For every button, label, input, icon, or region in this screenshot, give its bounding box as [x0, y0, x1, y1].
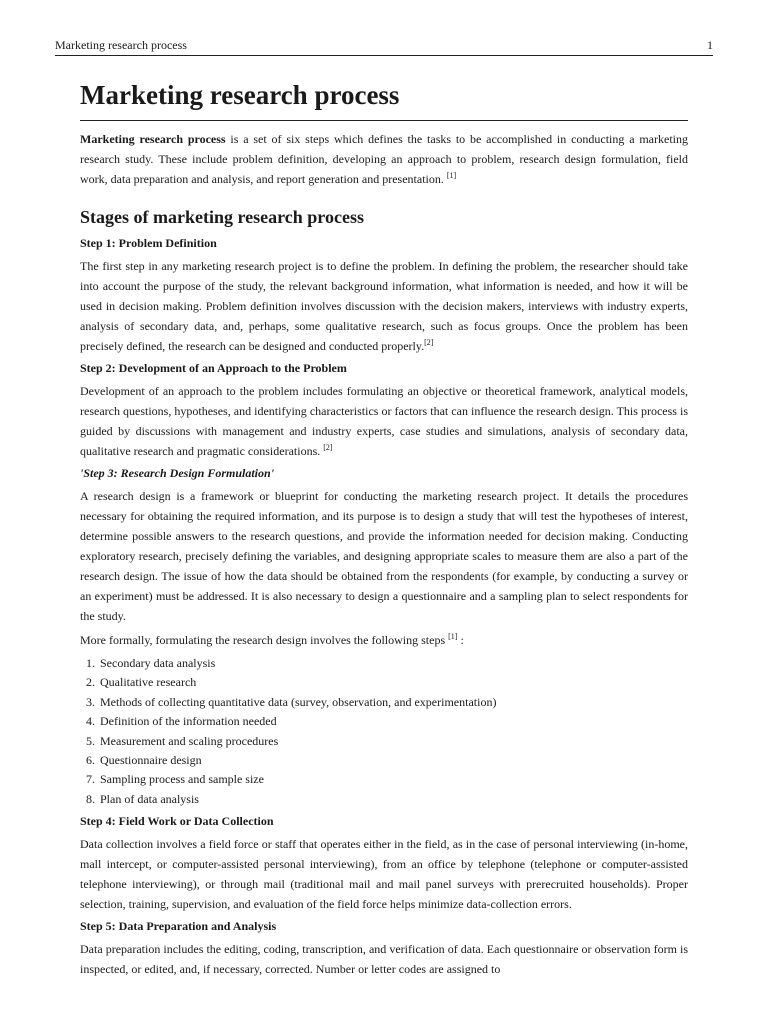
citation-link[interactable]: [1] — [448, 632, 458, 641]
step5-heading: Step 5: Data Preparation and Analysis — [80, 919, 277, 934]
running-title: Marketing research process — [55, 38, 187, 52]
page-title: Marketing research process — [80, 78, 688, 121]
step4-paragraph: Data collection involves a field force or staff that operates either in the field, as in the case of personal interviewing (in-home, mall intercept, or computer-assisted personal interviewing), from an office by telephone (telephone or computer-assisted telephone interviewing), or through mail (traditional mail and mail panel surveys with prerecruited households). Proper selection, training, supervision, and evaluation of the field force helps minimize data-collection errors. — [80, 837, 688, 912]
design-steps-list — [80, 654, 688, 809]
citation-link[interactable]: [1] — [446, 171, 457, 180]
running-header — [55, 38, 713, 56]
citation-link[interactable]: [2] — [323, 443, 333, 452]
step1-text: The first step in any marketing research project is to define the problem. In defining the problem, the researcher should take into account the purpose of the study, the relevant background information, what information is needed, and how it will be used in decision making. Problem definition involves discussion with the decision makers, interviews with industry experts, analysis of secondary data, and, perhaps, some qualitative research, such as focus groups. Once the problem has been precisely defined, the research can be designed and conducted properly. — [80, 259, 688, 353]
article-body — [80, 78, 688, 983]
list-item: 3. Methods of collecting quantitative data (survey, observation, and experimentation) — [98, 693, 688, 712]
step5-paragraph: Data preparation includes the editing, coding, transcription, and verification of data. Each questionnaire or observation form is inspected, or edited, and, if necessary, corrected. Number or letter codes are assigned to — [80, 942, 688, 977]
step4-heading: Step 4: Field Work or Data Collection — [80, 814, 274, 829]
list-item: 2. Qualitative research — [98, 673, 688, 692]
citation-link[interactable]: [2] — [424, 338, 434, 347]
step2-paragraph — [80, 381, 688, 461]
step3-paragraph: A research design is a framework or blueprint for conducting the marketing research project. It details the procedures necessary for obtaining the required information, and its purpose is to design a study that will test the hypotheses of interest, determine possible answers to the research questions, and provide the information needed for decision making. Conducting exploratory research, precisely defining the variables, and designing appropriate scales to measure them are also a part of the research design. The issue of how the data should be obtained from the respondents (for example, by conducting a survey or an experiment) must be addressed. It is also necessary to design a questionnaire and a sampling plan to select respondents for the study. — [80, 489, 688, 623]
step2-text: Development of an approach to the problem includes formulating an objective or theoretical framework, analytical models, research questions, hypotheses, and identifying characteristics or factors that can influence the research design. This process is guided by discussions with management and industry experts, case studies and simulations, analysis of secondary data, qualitative research and pragmatic considerations. — [80, 384, 688, 458]
step1-heading: Step 1: Problem Definition — [80, 236, 217, 250]
list-item: 7. Sampling process and sample size — [98, 770, 688, 789]
list-item: 8. Plan of data analysis — [98, 790, 688, 809]
list-item: 1. Secondary data analysis — [98, 654, 688, 673]
step3-formal-paragraph — [80, 630, 688, 650]
step3-heading: 'Step 3: Research Design Formulation' — [80, 466, 275, 480]
intro-text: is a set of six steps which defines the tasks to be accomplished in conducting a marketing research study. These include problem definition, developing an approach to problem, research design formulation, field work, data preparation and analysis, and report generation and presentation. — [80, 132, 688, 186]
step3-formal-suffix: : — [457, 633, 464, 647]
intro-term: Marketing research process — [80, 132, 226, 146]
list-item: 5. Measurement and scaling procedures — [98, 732, 688, 751]
intro-paragraph — [80, 129, 688, 189]
step1-paragraph — [80, 256, 688, 356]
step2-heading: Step 2: Development of an Approach to the Problem — [80, 361, 347, 375]
page-number: 1 — [707, 38, 713, 52]
step3-formal-text: More formally, formulating the research design involves the following steps — [80, 633, 449, 647]
list-item: 6. Questionnaire design — [98, 751, 688, 770]
list-item: 4. Definition of the information needed — [98, 712, 688, 731]
section-heading: Stages of marketing research process — [80, 207, 364, 227]
